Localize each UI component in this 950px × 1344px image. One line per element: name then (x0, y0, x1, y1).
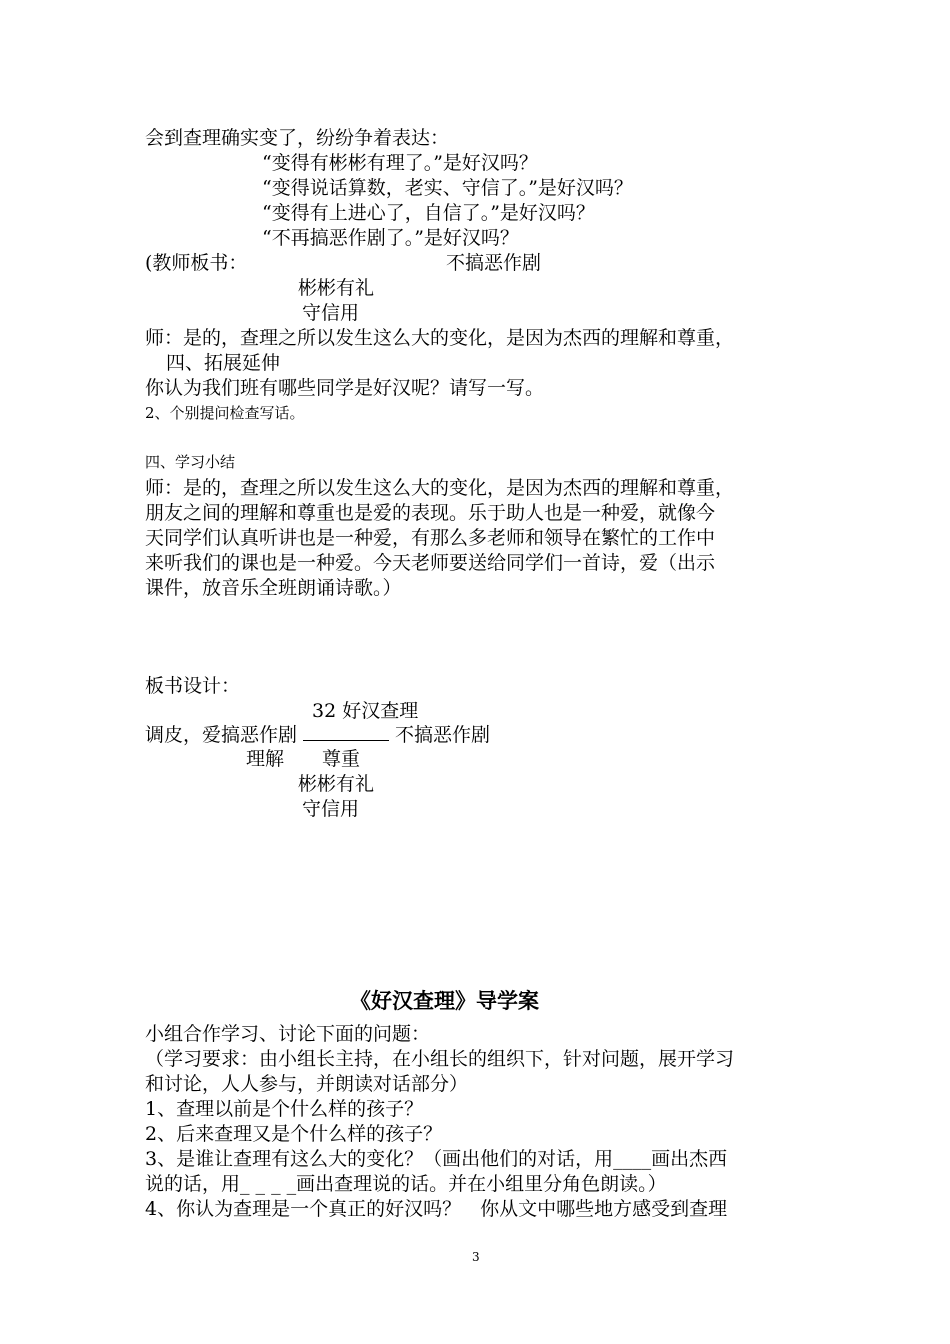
board-heading: 板书设计： (145, 675, 241, 697)
text-line: 2、后来查理又是个什么样的孩子？ (145, 1123, 443, 1145)
text-line: 来听我们的课也是一种爱。今天老师要送给同学们一首诗，爱（出示 (145, 552, 716, 574)
board-item: 彬彬有礼 (298, 773, 375, 795)
text-line: “变得说话算数，老实、守信了。”是好汉吗？ (262, 177, 633, 199)
text-line: (教师板书： (145, 252, 248, 274)
text-line: 课件，放音乐全班朗诵诗歌。） (145, 577, 402, 599)
section-heading: 四、拓展延伸 (166, 352, 281, 374)
text-line: 1、查理以前是个什么样的孩子？ (145, 1098, 424, 1120)
text-line: 师：是的，查理之所以发生这么大的变化，是因为杰西的理解和尊重， (145, 477, 735, 499)
text-line: 小组合作学习、讨论下面的问题： (145, 1023, 431, 1045)
board-mid: 理解 尊重 (246, 748, 361, 770)
board-title: 32 好汉查理 (312, 700, 419, 722)
text-line: 会到查理确实变了，纷纷争着表达： (145, 127, 450, 149)
board-left: 调皮，爱搞恶作剧 (145, 724, 298, 746)
text-line: “不再搞恶作剧了。”是好汉吗？ (262, 227, 519, 249)
text-line: （学习要求：由小组长主持，在小组长的组织下，针对问题，展开学习 (145, 1048, 735, 1070)
board-line (303, 722, 389, 741)
text-line: 天同学们认真听讲也是一种爱，有那么多老师和领导在繁忙的工作中 (145, 527, 716, 549)
text-line: 说的话，用_ _ _ _画出查理说的话。并在小组里分角色朗读。） (145, 1173, 667, 1195)
page-number: 3 (472, 1250, 480, 1264)
text-line: 守信用 (302, 302, 360, 324)
text-line: 3、是谁让查理有这么大的变化？（画出他们的对话，用____画出杰西 (145, 1148, 728, 1170)
board-item: 守信用 (302, 798, 360, 820)
text-line: 不搞恶作剧 (446, 252, 542, 274)
guide-title: 《好汉查理》导学案 (350, 988, 539, 1013)
text-line: “变得有彬彬有理了。”是好汉吗？ (262, 152, 538, 174)
text-line: 彬彬有礼 (298, 277, 375, 299)
board-right: 不搞恶作剧 (395, 724, 491, 746)
text-line: 师：是的，查理之所以发生这么大的变化，是因为杰西的理解和尊重， (145, 327, 735, 349)
board-row (145, 722, 490, 747)
text-line: “变得有上进心了，自信了。”是好汉吗？ (262, 202, 595, 224)
text-line: 4、你认为查理是一个真正的好汉吗？ 你从文中哪些地方感受到查理 (145, 1198, 728, 1220)
text-line: 2、个别提问检查写话。 (145, 404, 305, 422)
text-line: 你认为我们班有哪些同学是好汉呢？请写一写。 (145, 377, 545, 399)
text-line: 朋友之间的理解和尊重也是爱的表现。乐于助人也是一种爱，就像今 (145, 502, 716, 524)
text-line: 和讨论，人人参与，并朗读对话部分） (145, 1073, 469, 1095)
section-heading: 四、学习小结 (145, 453, 236, 471)
